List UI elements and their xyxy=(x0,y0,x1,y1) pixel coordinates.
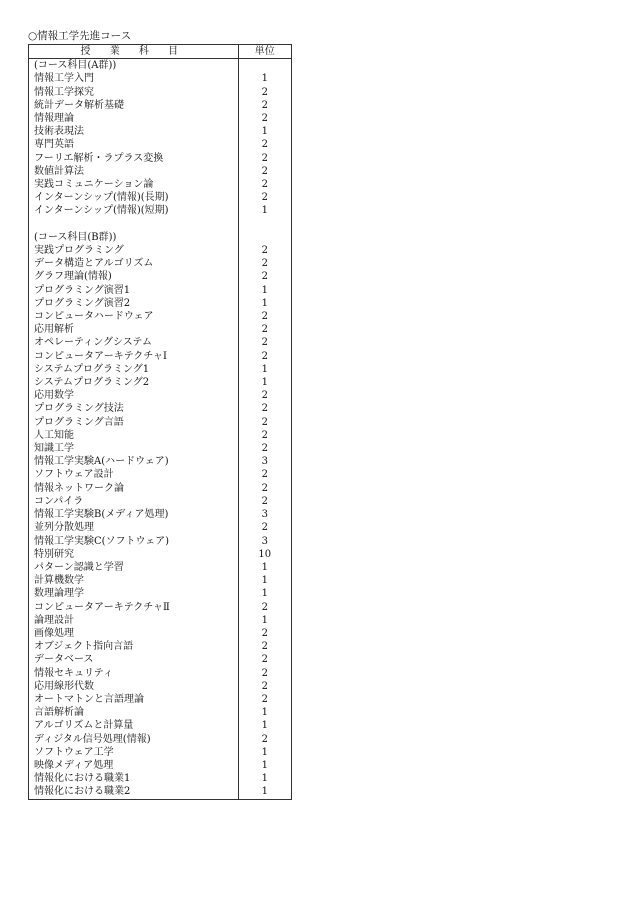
course-credit: 2 xyxy=(261,403,268,415)
table-row xyxy=(29,640,292,653)
course-name: コンピュータハードウェア xyxy=(29,310,239,323)
table-row xyxy=(29,627,292,640)
course-table-body xyxy=(29,59,292,799)
course-name: 情報ネットワーク論 xyxy=(29,482,239,495)
table-row xyxy=(29,402,292,415)
course-credit: 1 xyxy=(261,720,268,732)
table-row xyxy=(29,125,292,138)
course-name: プログラミング演習1 xyxy=(29,284,239,297)
course-credit: 2 xyxy=(261,654,268,666)
table-row xyxy=(29,231,292,244)
course-name: インターンシップ(情報)(短期) xyxy=(29,204,239,217)
subject-column-header: 授 業 科 目 xyxy=(29,45,239,59)
table-row xyxy=(29,680,292,693)
course-credit: 1 xyxy=(261,73,268,85)
course-credit: 1 xyxy=(261,759,268,771)
course-credit: 1 xyxy=(261,205,268,217)
table-row xyxy=(29,244,292,257)
course-credit: 1 xyxy=(261,561,268,573)
course-name xyxy=(29,218,239,231)
table-row xyxy=(29,389,292,402)
course-credit xyxy=(238,231,291,244)
course-name: 情報工学探究 xyxy=(29,86,239,99)
course-credit: 1 xyxy=(261,377,268,389)
course-credit: 2 xyxy=(261,627,268,639)
course-name: グラフ理論(情報) xyxy=(29,270,239,283)
course-name: 数値計算法 xyxy=(29,165,239,178)
course-name: 情報セキュリティ xyxy=(29,667,239,680)
table-row xyxy=(29,719,292,732)
course-credit: 2 xyxy=(261,179,268,191)
course-name: 応用線形代数 xyxy=(29,680,239,693)
table-row xyxy=(29,297,292,310)
table-row xyxy=(29,59,292,73)
course-credit: 2 xyxy=(261,258,268,270)
table-row xyxy=(29,416,292,429)
course-credit: 2 xyxy=(261,390,268,402)
credit-column-header: 単位 xyxy=(238,45,291,59)
course-name: コンパイラ xyxy=(29,495,239,508)
course-credit: 2 xyxy=(261,311,268,323)
course-name: 技術表現法 xyxy=(29,125,239,138)
course-credit: 2 xyxy=(261,601,268,613)
course-name: 画像処理 xyxy=(29,627,239,640)
course-name: ソフトウェア工学 xyxy=(29,746,239,759)
table-row xyxy=(29,548,292,561)
table-row xyxy=(29,191,292,204)
course-name: 専門英語 xyxy=(29,138,239,151)
course-name: 数理論理学 xyxy=(29,587,239,600)
course-name: ソフトウェア設計 xyxy=(29,468,239,481)
table-row xyxy=(29,733,292,746)
course-name: (コース科目(A群)) xyxy=(29,59,239,73)
course-name: コンピュータアーキテクチャⅡ xyxy=(29,601,239,614)
course-name: 実践プログラミング xyxy=(29,244,239,257)
course-name: プログラミング演習2 xyxy=(29,297,239,310)
course-name: 知識工学 xyxy=(29,442,239,455)
course-credit xyxy=(238,59,291,73)
course-credit: 1 xyxy=(261,786,268,798)
table-row xyxy=(29,455,292,468)
table-row xyxy=(29,601,292,614)
table-row xyxy=(29,310,292,323)
table-row xyxy=(29,429,292,442)
table-row xyxy=(29,561,292,574)
course-name: オートマトンと言語理論 xyxy=(29,693,239,706)
course-credit: 2 xyxy=(261,495,268,507)
course-name: 人工知能 xyxy=(29,429,239,442)
course-credit: 1 xyxy=(261,297,268,309)
course-credit: 2 xyxy=(261,271,268,283)
course-credit: 1 xyxy=(261,746,268,758)
table-row xyxy=(29,693,292,706)
course-name: システムプログラミング1 xyxy=(29,363,239,376)
course-credit: 1 xyxy=(261,773,268,785)
course-credit: 2 xyxy=(261,113,268,125)
table-row xyxy=(29,495,292,508)
course-credit: 1 xyxy=(261,614,268,626)
course-name: 情報工学実験A(ハードウェア) xyxy=(29,455,239,468)
table-row xyxy=(29,482,292,495)
table-row xyxy=(29,363,292,376)
course-credit: 1 xyxy=(261,126,268,138)
table-row xyxy=(29,218,292,231)
course-name: 応用解析 xyxy=(29,323,239,336)
course-name: プログラミング技法 xyxy=(29,402,239,415)
page-title: ○情報工学先進コース xyxy=(28,30,132,42)
course-name: 論理設計 xyxy=(29,614,239,627)
course-credit: 2 xyxy=(261,86,268,98)
course-credit: 3 xyxy=(261,456,268,468)
course-name: コンピュータアーキテクチャⅠ xyxy=(29,350,239,363)
table-row xyxy=(29,72,292,85)
table-row xyxy=(29,323,292,336)
table-row xyxy=(29,138,292,151)
course-credit: 2 xyxy=(261,693,268,705)
course-credit: 2 xyxy=(261,416,268,428)
course-name: アルゴリズムと計算量 xyxy=(29,719,239,732)
course-name: 情報工学実験B(メディア処理) xyxy=(29,508,239,521)
course-table xyxy=(28,44,292,800)
course-name: 言語解析論 xyxy=(29,706,239,719)
course-credit: 1 xyxy=(261,575,268,587)
course-credit: 2 xyxy=(261,482,268,494)
course-name: 計算機数学 xyxy=(29,574,239,587)
course-credit: 2 xyxy=(261,667,268,679)
table-row xyxy=(29,204,292,217)
course-credit: 2 xyxy=(261,443,268,455)
course-name: 統計データ解析基礎 xyxy=(29,99,239,112)
course-credit: 2 xyxy=(261,641,268,653)
table-row xyxy=(29,587,292,600)
course-credit: 2 xyxy=(261,152,268,164)
table-row xyxy=(29,112,292,125)
table-row xyxy=(29,336,292,349)
table-row xyxy=(29,653,292,666)
table-row xyxy=(29,178,292,191)
table-row xyxy=(29,614,292,627)
table-row xyxy=(29,667,292,680)
table-row xyxy=(29,468,292,481)
table-row xyxy=(29,86,292,99)
course-credit: 2 xyxy=(261,192,268,204)
table-row xyxy=(29,99,292,112)
course-credit: 2 xyxy=(261,469,268,481)
course-credit: 2 xyxy=(261,350,268,362)
course-credit: 3 xyxy=(261,535,268,547)
course-credit: 1 xyxy=(261,588,268,600)
course-credit: 1 xyxy=(261,363,268,375)
course-credit: 2 xyxy=(261,429,268,441)
course-name: 並列分散処理 xyxy=(29,521,239,534)
table-row xyxy=(29,706,292,719)
course-name: インターンシップ(情報)(長期) xyxy=(29,191,239,204)
course-credit: 2 xyxy=(261,139,268,151)
table-row xyxy=(29,772,292,785)
course-credit: 2 xyxy=(261,680,268,692)
course-name: オペレーティングシステム xyxy=(29,336,239,349)
course-credit: 1 xyxy=(261,284,268,296)
course-name: 情報工学入門 xyxy=(29,72,239,85)
course-credit: 10 xyxy=(258,548,272,560)
course-name: フーリエ解析・ラプラス変換 xyxy=(29,152,239,165)
course-credit: 2 xyxy=(261,337,268,349)
table-row xyxy=(29,442,292,455)
course-name: データ構造とアルゴリズム xyxy=(29,257,239,270)
course-credit: 3 xyxy=(261,509,268,521)
course-name: オブジェクト指向言語 xyxy=(29,640,239,653)
course-credit: 2 xyxy=(261,99,268,111)
course-name: プログラミング言語 xyxy=(29,416,239,429)
table-row xyxy=(29,759,292,772)
course-name: 情報化における職業2 xyxy=(29,785,239,799)
table-row xyxy=(29,535,292,548)
table-row xyxy=(29,270,292,283)
course-name: 情報化における職業1 xyxy=(29,772,239,785)
course-name: ディジタル信号処理(情報) xyxy=(29,733,239,746)
table-row xyxy=(29,521,292,534)
course-credit xyxy=(238,218,291,231)
course-name: 情報理論 xyxy=(29,112,239,125)
table-row xyxy=(29,376,292,389)
table-header-row xyxy=(29,45,292,59)
course-name: パターン認識と学習 xyxy=(29,561,239,574)
course-credit: 2 xyxy=(261,733,268,745)
table-row xyxy=(29,746,292,759)
table-row xyxy=(29,350,292,363)
table-row xyxy=(29,574,292,587)
table-row xyxy=(29,152,292,165)
course-name: システムプログラミング2 xyxy=(29,376,239,389)
table-row xyxy=(29,257,292,270)
table-row xyxy=(29,284,292,297)
course-name: 実践コミュニケーション論 xyxy=(29,178,239,191)
course-name: 情報工学実験C(ソフトウェア) xyxy=(29,535,239,548)
course-credit: 2 xyxy=(261,522,268,534)
course-name: (コース科目(B群)) xyxy=(29,231,239,244)
table-row xyxy=(29,508,292,521)
course-name: データベース xyxy=(29,653,239,666)
course-name: 応用数学 xyxy=(29,389,239,402)
table-row xyxy=(29,165,292,178)
course-name: 映像メディア処理 xyxy=(29,759,239,772)
table-row xyxy=(29,785,292,799)
course-credit: 1 xyxy=(261,707,268,719)
course-credit: 2 xyxy=(261,165,268,177)
course-credit: 2 xyxy=(261,324,268,336)
course-credit: 2 xyxy=(261,245,268,257)
course-name: 特別研究 xyxy=(29,548,239,561)
